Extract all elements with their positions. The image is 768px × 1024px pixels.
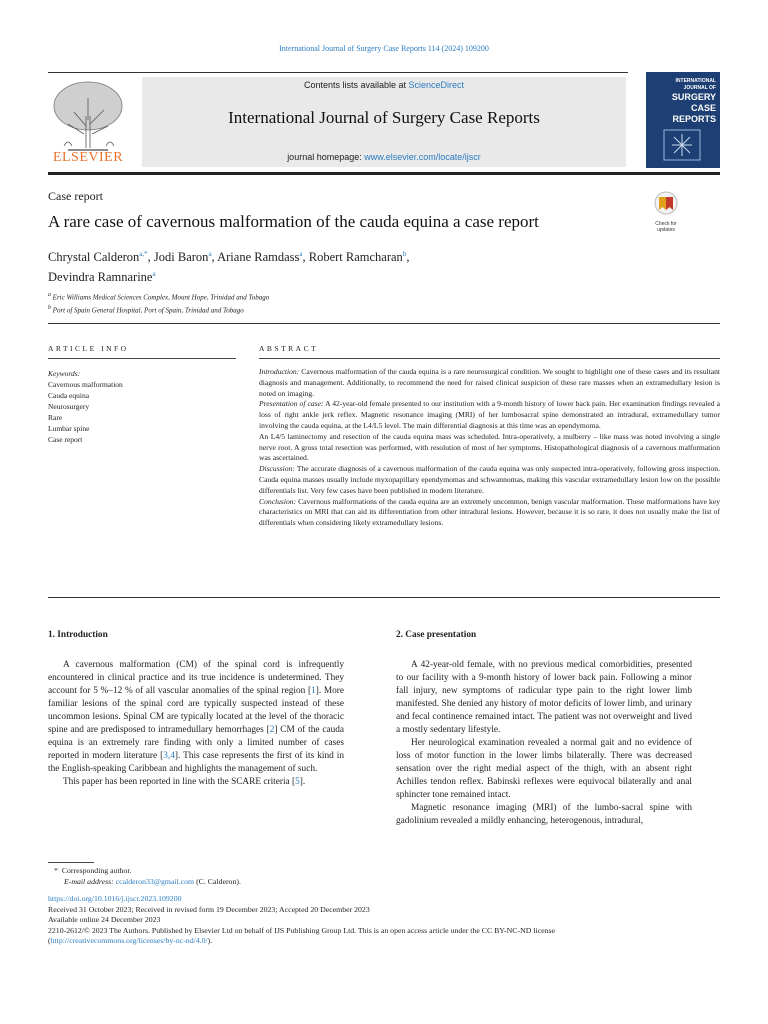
article-title: A rare case of cavernous malformation of the cauda equina a case report (48, 212, 539, 231)
authors-line-1: Chrystal Calderon$^{a,*}$, Jodi Baron$^a$, Ariane Ramdass$^a$, Robert Ramcharan$^b$, (48, 250, 410, 265)
license-link-line (48, 936, 720, 947)
reference-link[interactable]: 1 (311, 686, 316, 696)
cover-line-1: INTERNATIONAL (675, 78, 716, 84)
keyword-item: Cavernous malformation (48, 380, 123, 389)
text-run: ]. More familiar lesions of the spinal cord are typically suspected instead of these uncommon lesions. Spinal CM are typically located at the level of the thoracic spine and are predisposed to intramedullary hemorrhages [ (48, 686, 344, 735)
author-affil-link[interactable]: b (402, 250, 407, 258)
case-paragraph: A 42-year-old female, with no previous medical comorbidities, presented to our facility with a 9-month history of lower back pain. Following a minor fall injury, new symptoms of radicular type pain to the right lower limb manifested. She denied any history of motor deficits of lower limb, and urinary and fecal continence remained intact. The patient was not overweight and lived a mostly sedentary lifestyle. (396, 660, 692, 735)
article-type: Case report (48, 189, 103, 203)
email-label: E-mail address: (64, 876, 114, 886)
keyword-item: Rare (48, 413, 63, 422)
introduction-heading: 1. Introduction (48, 630, 108, 640)
journal-citation-link[interactable]: International Journal of Surgery Case Reports 114 (2024) 109200 (279, 44, 489, 53)
license-statement (48, 926, 720, 937)
cover-emblem-icon (662, 128, 702, 162)
footnotes (48, 866, 720, 947)
license-paren: ). (207, 936, 213, 945)
abstract-text: The accurate diagnosis of a cavernous malformation of the cauda equina was only suspected intra-operatively, following gross inspection. Cauda equina masses usually include myxopapillary ependymomas and schwannomas, making this vascular extramedullary lesion low on the possible differentials list. Very few cases have been published in modern literature. (259, 464, 720, 495)
footnote-text: Corresponding author. (61, 866, 132, 875)
homepage-line (142, 152, 626, 162)
authors-line-2 (48, 266, 588, 286)
author-name: Robert Ramcharan (308, 250, 403, 265)
abstract-paragraph (259, 497, 720, 529)
cover-line-5: REPORTS (672, 114, 716, 124)
contents-line (142, 80, 626, 90)
case-paragraph: Her neurological examination revealed a normal gait and no evidence of loss of motor function in the lower limbs bilaterally. There was decreased sensation over the right medial aspect of the thigh, with an absent right Achilles tendon reflex. Babinski reflexes were equivocal bilaterally and anal sphincter tone remained intact. (396, 738, 692, 800)
email-suffix: (C. Calderon). (194, 876, 241, 886)
license-text: 2210-2612/© 2023 The Authors. Published by Elsevier Ltd on behalf of IJS Publishing Group Ltd. This is an open access article under the CC BY-NC-ND license (48, 925, 555, 935)
abstract-text: An L4/5 laminectomy and resection of the cauda equina mass was scheduled. Intra-operatively, a mulberry – like mass was noted involving a single nerve root. A gross total resection was performed, with resolution of most of her symptoms. Histopathological diagnosis of a cavernous malformation was ascertained. (259, 431, 720, 463)
affiliations (48, 290, 648, 317)
introduction-paragraph (48, 776, 344, 789)
available-online: Available online 24 December 2023 (48, 915, 161, 924)
affiliation-divider (48, 323, 720, 324)
keyword-item: Neurosurgery (48, 402, 90, 411)
abstract-heading: ABSTRACT (259, 344, 319, 353)
case-paragraph: Magnetic resonance imaging (MRI) of the lumbo-sacral spine with gadolinium revealed a mildly enhancing, heterogenous, intradural, (396, 803, 692, 826)
footnote-rule (48, 862, 94, 863)
keyword-item: Case report (48, 435, 83, 444)
keywords-label: Keywords: (48, 369, 81, 378)
check-updates-line-2: updates (657, 227, 675, 233)
text-run: ] CM of the cauda equina is an extremely rare finding with only a limited number of cases reported in modern literature [ (48, 725, 344, 761)
author-name: Chrystal Calderon (48, 250, 140, 265)
received-dates: Received 31 October 2023; Received in revised form 19 December 2023; Accepted 20 December 2023 (48, 904, 370, 914)
reference-link[interactable]: 3,4 (163, 751, 175, 761)
sciencedirect-link[interactable]: ScienceDirect (408, 80, 465, 90)
license-paren: ( (48, 936, 51, 945)
abstract-paragraph (259, 367, 720, 399)
text-run: This paper has been reported in line with the SCARE criteria [ (63, 777, 296, 787)
check-updates-line-1: Check for (655, 221, 677, 227)
introduction-section (48, 629, 344, 789)
license-link[interactable]: http://creativecommons.org/licenses/by-nc-nd/4.0/ (50, 936, 208, 945)
abstract-body (259, 367, 720, 529)
email-note (48, 877, 720, 888)
affiliation-text: Port of Spain General Hospital, Port of Spain, Trinidad and Tobago (52, 306, 244, 315)
keyword-item: Lumbar spine (48, 424, 90, 433)
author-name: Devindra Ramnarine (48, 270, 153, 285)
abstract-text: Cavernous malformation of the cauda equina is a rare neurosurgical condition. We sought to highlight one of these cases and its resultant diagnosis and management. Additionally, to recommend the need for raised clinical suspicion of these rare masses when an extramedullary lesion is noted on imaging. (259, 367, 720, 398)
reference-link[interactable]: 5 (295, 777, 300, 787)
journal-title: International Journal of Surgery Case Reports (228, 108, 540, 127)
article-info-rule (48, 358, 236, 359)
cover-line-2: JOURNAL OF (683, 85, 716, 91)
check-updates-icon (646, 190, 686, 216)
header-thick-rule (48, 172, 720, 175)
abstract-label: Discussion: (259, 464, 295, 474)
abstract-text: Cavernous malformations of the cauda equina are an extremely uncommon, benign vascular malformation. These malformations have key characteristics on MRI that can aid its differentiation from other intradural lesions. However, because it is so rare, it does not usually make the list of differentials when considering likely extramedullary lesions. (259, 496, 720, 528)
homepage-link[interactable]: www.elsevier.com/locate/ijscr (364, 152, 481, 162)
case-presentation-section (396, 629, 692, 828)
footnote-mark: * (54, 866, 58, 875)
contents-prefix: Contents lists available at (303, 80, 409, 90)
introduction-paragraph (48, 659, 344, 776)
header-divider (48, 72, 628, 73)
author-affil-link[interactable]: a (208, 250, 212, 258)
author-affil-link[interactable]: a,* (139, 250, 148, 258)
homepage-prefix: journal homepage: (287, 152, 365, 162)
case-presentation-heading: 2. Case presentation (396, 630, 477, 640)
abstract-label: Introduction: (259, 367, 300, 376)
abstract-paragraph (259, 432, 720, 464)
journal-cover-image (646, 72, 720, 168)
abstract-label: Conclusion: (259, 496, 297, 506)
author-affil-link[interactable]: a (299, 250, 303, 258)
cover-line-4: CASE (690, 103, 716, 113)
abstract-label: Presentation of case: (259, 399, 324, 409)
author-name: Jodi Baron (153, 250, 209, 265)
affiliation-item (48, 303, 648, 316)
affiliation-key: b (48, 305, 51, 312)
abstract-paragraph (259, 399, 720, 431)
affiliation-text: Eric Williams Medical Sciences Complex, Mount Hope, Trinidad and Tobago (52, 293, 270, 302)
cover-line-3: SURGERY (671, 92, 716, 102)
abstract-divider (48, 597, 720, 598)
doi-link[interactable]: https://doi.org/10.1016/j.ijscr.2023.109200 (48, 894, 182, 903)
keywords-list (48, 368, 123, 445)
email-link[interactable]: ccalderon33@gmail.com (115, 876, 195, 886)
check-for-updates-button[interactable] (646, 190, 686, 233)
elsevier-wordmark: ELSEVIER (52, 150, 124, 165)
keyword-item: Cauda equina (48, 391, 90, 400)
text-run: A cavernous malformation (CM) of the spinal cord is infrequently encountered in clinical practice and its true incidence is undetermined. They account for 5 %–12 % of all vascular anomalies of the spinal region [ (48, 660, 344, 696)
abstract-paragraph (259, 464, 720, 496)
abstract-rule (259, 358, 720, 359)
author-list (48, 246, 588, 286)
corresponding-author-note (48, 866, 720, 877)
article-info-heading: ARTICLE INFO (48, 344, 129, 353)
author-name: Ariane Ramdass (217, 250, 300, 265)
text-run: ]. This case represents the first of its kind in the English-speaking Caribbean and highlights the management of such. (48, 751, 344, 774)
author-affil-link[interactable]: a (152, 270, 156, 279)
affiliation-item (48, 290, 648, 303)
text-run: ]. (299, 777, 306, 787)
reference-link[interactable]: 2 (269, 725, 275, 735)
affiliation-key: a (48, 292, 51, 298)
abstract-text: A 42-year-old female presented to our institution with a 9-month history of lower back pain. Her examination findings revealed a loss of right ankle jerk reflex. Magnetic resonance imaging (MRI) of her lumbosacral spine demonstrated an intradural, extramedullary tumor involving the cauda equina, at the L4/L5 level. The main differential diagnosis at this time was an ependymoma. (259, 399, 720, 430)
